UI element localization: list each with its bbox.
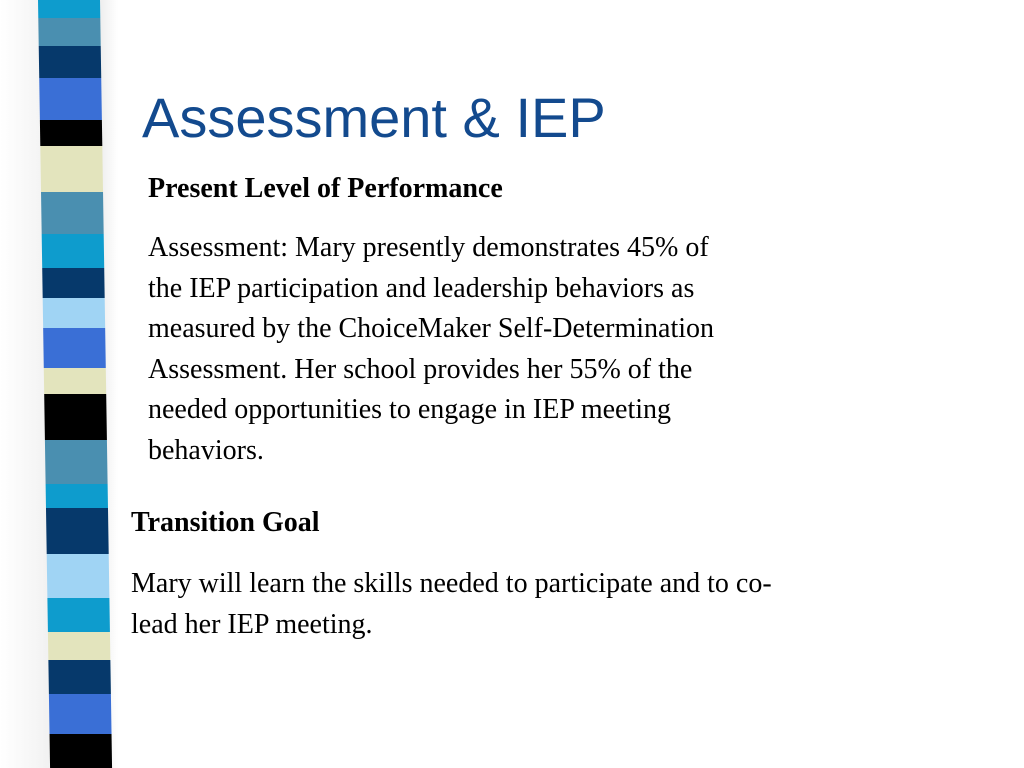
stripe-block xyxy=(38,0,100,18)
stripe-block xyxy=(43,328,106,368)
decorative-stripe xyxy=(38,0,112,768)
stripe-block xyxy=(44,368,106,394)
stripe-block xyxy=(44,394,107,440)
present-level-body xyxy=(148,228,860,471)
stripe-block xyxy=(42,234,105,268)
body-line: measured by the ChoiceMaker Self-Determination xyxy=(148,313,715,344)
present-level-heading: Present Level of Performance xyxy=(148,173,503,204)
body-line: Assessment. Her school provides her 55% of the xyxy=(148,353,693,385)
stripe-block xyxy=(40,120,102,146)
stripe-block xyxy=(39,46,102,78)
stripe-block xyxy=(43,298,105,328)
transition-goal-heading: Transition Goal xyxy=(131,507,320,538)
body-line: lead her IEP meeting. xyxy=(131,608,373,640)
slide-title: Assessment & IEP xyxy=(142,86,606,149)
present-level-section xyxy=(148,172,860,471)
body-line: the IEP participation and leadership behaviors as xyxy=(148,272,695,304)
stripe-block xyxy=(41,192,104,234)
stripe-block xyxy=(40,146,103,192)
stripe-block xyxy=(42,268,104,298)
stripe-block xyxy=(49,694,112,734)
transition-goal-section xyxy=(131,506,931,645)
transition-goal-body xyxy=(131,564,931,645)
stripe-block xyxy=(48,660,111,694)
stripe-block xyxy=(46,484,108,508)
body-line: needed opportunities to engage in IEP meeting xyxy=(148,394,672,425)
body-line: Assessment: Mary presently demonstrates 45% of xyxy=(148,232,709,263)
stripe-block xyxy=(38,18,100,46)
body-line: behaviors. xyxy=(148,434,264,466)
stripe-block xyxy=(47,554,110,598)
stripe-block xyxy=(47,598,110,632)
stripe-block xyxy=(45,440,108,484)
stripe-block xyxy=(50,734,113,768)
stripe-block xyxy=(46,508,109,554)
body-line: Mary will learn the skills needed to participate and to co- xyxy=(131,568,772,599)
stripe-block xyxy=(39,78,102,120)
stripe-block xyxy=(48,632,110,660)
